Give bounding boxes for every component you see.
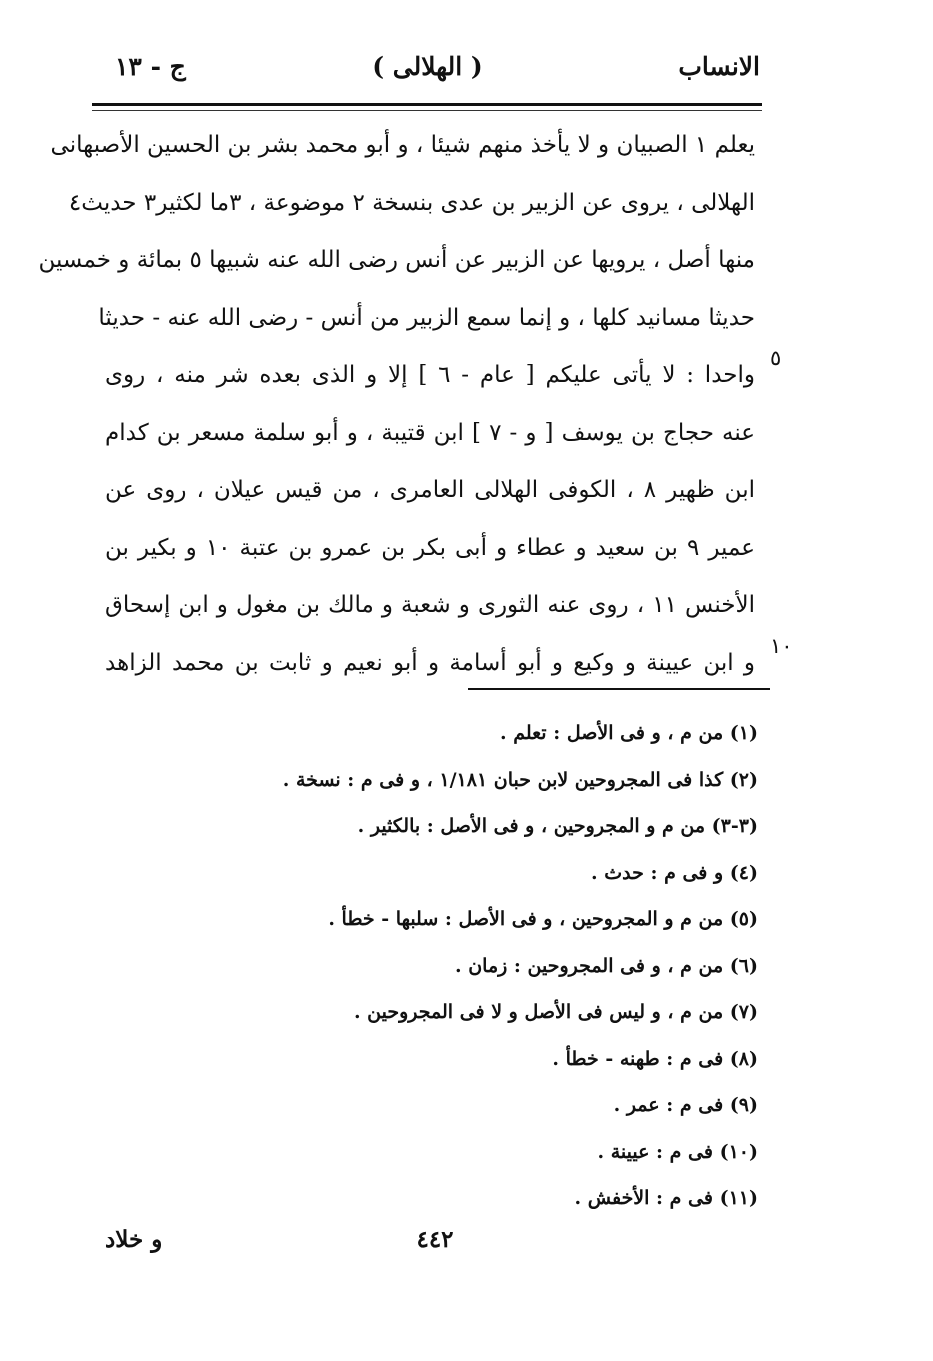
text-line: ابن ظهير ٨ ، الكوفى الهلالى العامرى ، من قيس عيلان ، روى عن <box>105 477 755 503</box>
catchword: و خلاد <box>105 1226 163 1253</box>
text-line: الأخنس ١١ ، روى عنه الثورى و شعبة و مالك بن مغول و ابن إسحاق <box>105 592 756 618</box>
page-footer <box>105 1226 765 1266</box>
header-rule-thick <box>92 103 762 106</box>
footnote-1: (١) من م ، و فى الأصل : تعلم . <box>499 722 758 744</box>
running-title: الانساب <box>678 52 760 81</box>
footnote-3: (٣-٣) من م و المجروحين ، و فى الأصل : بالكثير . <box>357 815 758 837</box>
footnote-4: (٤) و فى م : حدث . <box>591 861 758 884</box>
volume-label: ج - ١٣ <box>115 52 186 81</box>
page-number: ٤٤٢ <box>416 1226 454 1253</box>
section-title: ( الهلالى ) <box>372 52 483 81</box>
text-line: و ابن عيينة و وكيع و أبو أسامة و أبو نعيم و ثابت بن محمد الزاهد <box>105 649 755 676</box>
line-number-10: ١٠ <box>770 634 793 658</box>
text-line: حديثا مسانيد كلها ، و إنما سمع الزبير من أنس - رضى الله عنه - حديثا <box>98 304 755 331</box>
text-line: عمير ٩ بن سعيد و عطاء و أبى بكر بن عمرو بن عتبة ١٠ و بكير بن <box>105 534 756 561</box>
text-line: الهلالى ، يروى عن الزبير بن عدى بنسخة ٢ موضوعة ، ٣ما لكثير٣ حديث٤ <box>68 189 755 216</box>
text-line: منها أصل ، يرويها عن الزبير عن أنس رضى الله عنه شبيها ٥ بمائة و خمسين <box>38 247 755 273</box>
main-text <box>38 117 756 692</box>
footnote-rule <box>468 688 770 690</box>
header-rule-thin <box>92 110 762 111</box>
footnote-11: (١١) فى م : الأخفش . <box>574 1187 758 1209</box>
page-header <box>95 52 760 98</box>
text-line: يعلم ١ الصبيان و لا يأخذ منهم شيئا ، و أبو محمد بشر بن الحسين الأصبهانى <box>50 132 755 158</box>
footnote-8: (٨) فى م : طهنه - خطأ . <box>552 1047 758 1070</box>
footnote-9: (٩) فى م : عمر . <box>613 1094 758 1116</box>
footnotes <box>198 710 758 1222</box>
footnote-10: (١٠) فى م : عيينة . <box>597 1140 758 1163</box>
footnote-5: (٥) من م و المجروحين ، و فى الأصل : سلبها - خطأ . <box>328 908 758 930</box>
text-line: عنه حجاج بن يوسف [ و - ٧ ] ابن قتيبة ، و أبو سلمة مسعر بن كدام <box>105 419 755 446</box>
footnote-2: (٢) كذا فى المجروحين لابن حبان ١/١٨١ ، و فى م : نسخة . <box>282 768 758 791</box>
line-number-5: ٥ <box>770 346 782 370</box>
footnote-6: (٦) من م ، و فى المجروحين : زمان . <box>454 954 758 977</box>
footnote-7: (٧) من م ، و ليس فى الأصل و لا فى المجروحين . <box>353 1001 758 1023</box>
text-line: واحدا : لا يأتى عليكم [ عام - ٦ ] إلا و الذى بعده شر منه ، روى <box>105 362 755 388</box>
